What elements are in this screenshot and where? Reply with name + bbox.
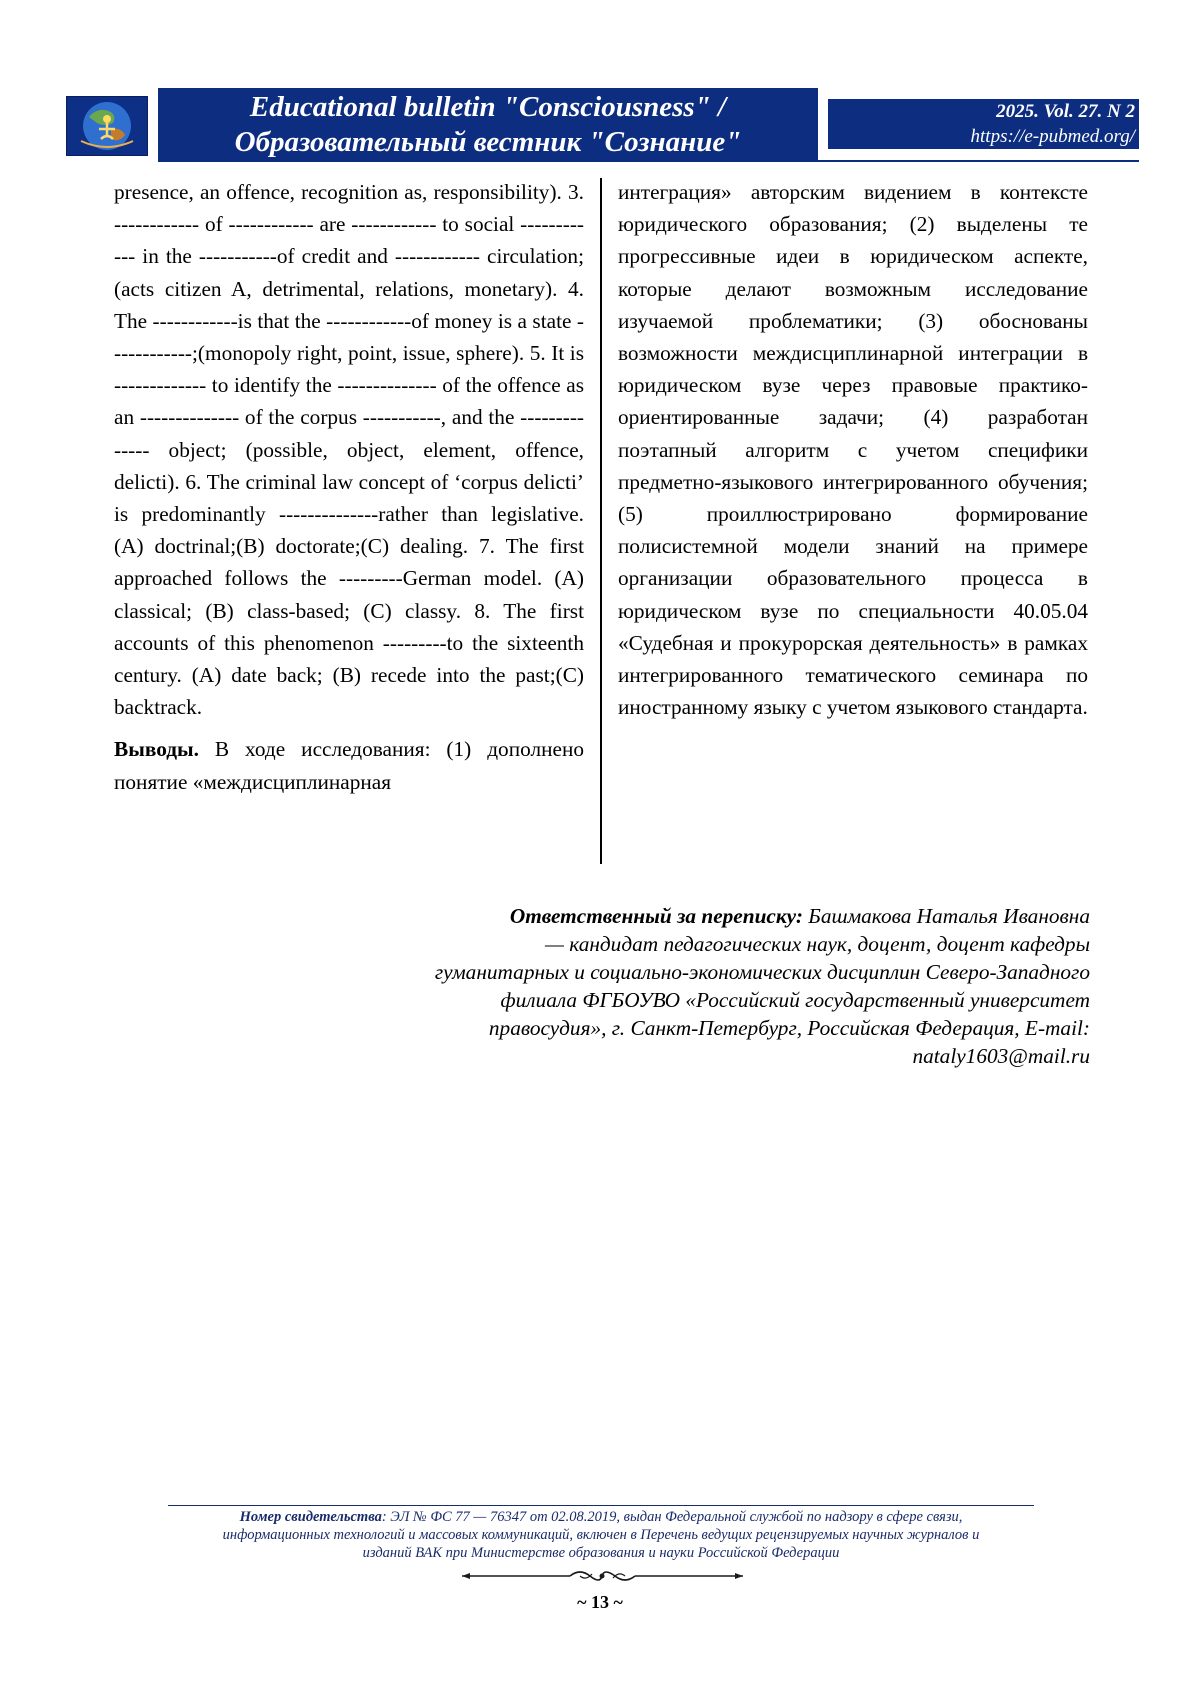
journal-title-english: Educational bulletin "Consciousness" / xyxy=(158,90,818,125)
header-divider xyxy=(158,160,1139,162)
issue-volume: 2025. Vol. 27. N 2 xyxy=(828,99,1139,124)
journal-logo-icon xyxy=(66,96,148,156)
column-divider xyxy=(600,178,602,864)
journal-title xyxy=(158,88,818,162)
footer-certificate xyxy=(168,1508,1034,1562)
conclusion-heading: Выводы. xyxy=(114,737,199,761)
decorative-flourish-icon xyxy=(460,1566,745,1586)
footer-line-2: информационных технологий и массовых коммуникаций, включен в Перечень ведущих рецензируемых научных журналов и xyxy=(168,1526,1034,1544)
footer-line-3: изданий ВАК при Министерстве образования и науки Российской Федерации xyxy=(168,1544,1034,1562)
correspondence-block xyxy=(300,902,1090,1070)
correspondence-line-2: — кандидат педагогических наук, доцент, доцент кафедры xyxy=(300,930,1090,958)
page-number: ~ 13 ~ xyxy=(560,1592,640,1613)
certificate-label: Номер свидетельства xyxy=(240,1509,382,1525)
journal-url[interactable]: https://e-pubmed.org/ xyxy=(828,124,1139,149)
correspondence-line-5: правосудия», г. Санкт-Петербург, Российская Федерация, E-mail: xyxy=(300,1014,1090,1042)
conclusion-text-start: В ходе исследования: (1) дополнено понятие «междисциплинарная xyxy=(114,737,584,793)
exercise-paragraph: presence, an offence, recognition as, responsibility). 3. ------------ of ------------ are ------------ to social ------------ in the -----------of credit and ------------ circulation; (acts citizen A, detrimental, relations, monetary). 4. The ------------is that the ------------of money is a state ------------;(monopoly right, point, issue, sphere). 5. It is ------------- to identify the -------------- of the offence as an -------------- of the corpus -----------, and the -------------- object; (possible, object, element, offence, delicti). 6. The criminal law concept of ‘corpus delicti’ is predominantly --------------rather than legislative. (A) doctrinal;(B) doctorate;(C) dealing. 7. The first approached follows the ---------German model. (A) classical; (B) class-based; (C) classy. 8. The first accounts of this phenomenon ---------to the sixteenth century. (A) date back; (B) recede into the past;(C) backtrack. xyxy=(114,176,584,723)
certificate-text: : ЭЛ № ФС 77 — 76347 от 02.08.2019, выдан Федеральной службой по надзору в сфере связи, xyxy=(382,1509,963,1525)
author-name: Башмакова Наталья Ивановна xyxy=(803,904,1090,928)
correspondence-label: Ответственный за переписку: xyxy=(510,904,803,928)
author-email[interactable]: nataly1603@mail.ru xyxy=(300,1042,1090,1070)
correspondence-line-1 xyxy=(300,902,1090,930)
footer-divider xyxy=(168,1505,1034,1506)
conclusion-text-continued: интеграция» авторским видением в контексте юридического образования; (2) выделены те прогрессивные идеи в юридическом аспекте, которые делают возможным исследование изучаемой проблематики; (3) обоснованы возможности междисциплинарной интеграции в юридическом вузе через правовые практико-ориентированные задачи; (4) разработан поэтапный алгоритм с учетом специфики предметно-языкового интегрированного обучения; (5) проиллюстрировано формирование полисистемной модели знаний на примере организации образовательного процесса в юридическом вузе по специальности 40.05.04 «Судебная и прокурорская деятельность» в рамках интегрированного тематического семинара по иностранному языку с учетом языкового стандарта. xyxy=(618,176,1088,723)
correspondence-line-4: филиала ФГБОУВО «Российский государственный университет xyxy=(300,986,1090,1014)
issue-info xyxy=(828,99,1139,149)
footer-line-1 xyxy=(168,1508,1034,1526)
correspondence-line-3: гуманитарных и социально-экономических дисциплин Северо-Западного xyxy=(300,958,1090,986)
left-column xyxy=(114,176,584,798)
right-column xyxy=(618,176,1088,723)
conclusion-paragraph xyxy=(114,733,584,797)
journal-title-russian: Образовательный вестник "Сознание" xyxy=(158,125,818,160)
